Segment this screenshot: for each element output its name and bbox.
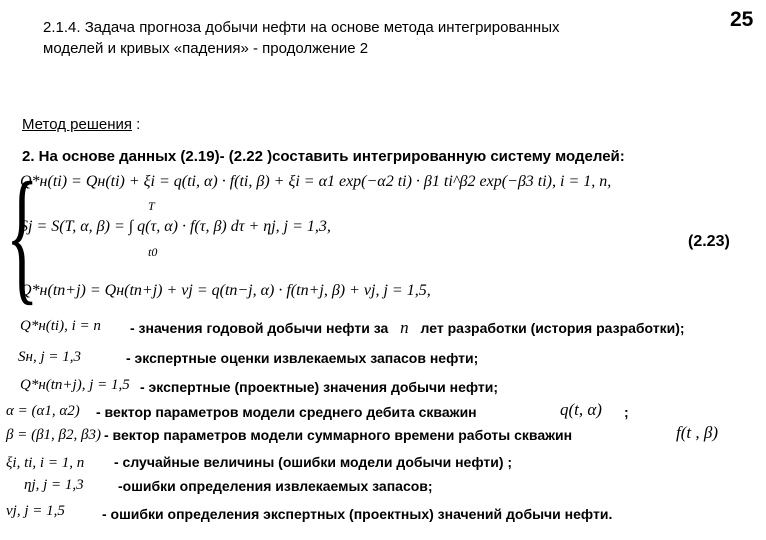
- equation-2-text: Sj = S(T, α, β) = ∫ q(τ, α) · f(τ, β) dτ + ηj, j = 1,3,: [20, 218, 331, 235]
- step-text: 2. На основе данных (2.19)- (2.22 )составить интегрированную систему моделей:: [22, 148, 625, 165]
- legend-8-symbol: νj, j = 1,5: [6, 503, 65, 519]
- system-brace: {: [6, 152, 39, 318]
- legend-1-symbol: Q*н(ti), i = n: [20, 318, 101, 334]
- legend-3-text: - экспертные (проектные) значения добычи нефти;: [140, 379, 499, 395]
- title-line-2-rest: - продолжение 2: [248, 40, 369, 57]
- legend-7-symbol: ηj, j = 1,3: [24, 477, 84, 493]
- equation-1-text: Q*н(ti) = Qн(ti) + ξi = q(ti, α) · f(ti, β) + ξi = α1 exp(−α2 ti) · β1 ti^β2 exp(−β3 ti), i = 1, n,: [20, 173, 612, 190]
- equation-3: [20, 282, 431, 300]
- integral-upper-limit: T: [148, 199, 155, 213]
- legend-6-text: - случайные величины (ошибки модели добычи нефти) ;: [114, 454, 513, 470]
- legend-2-text: - экспертные оценки извлекаемых запасов нефти;: [126, 350, 479, 366]
- equation-number: (2.23): [688, 233, 730, 250]
- legend-8-text: - ошибки определения экспертных (проектных) значений добычи нефти.: [102, 506, 613, 522]
- legend-1-n: n: [400, 318, 409, 337]
- legend-5-function: f(t , β): [676, 423, 718, 442]
- legend-4-function: q(t, α): [560, 400, 602, 419]
- legend-1-text-a: - значения годовой добычи нефти за: [130, 320, 389, 336]
- legend-5-text: - вектор параметров модели суммарного времени работы скважин: [104, 427, 573, 443]
- legend-3-symbol: Q*н(tn+j), j = 1,5: [20, 377, 130, 393]
- legend-5-symbol: β = (β1, β2, β3): [6, 427, 101, 443]
- equation-3-text: Q*н(tn+j) = Qн(tn+j) + νj = q(tn−j, α) · f(tn+j, β) + νj, j = 1,5,: [20, 282, 431, 299]
- legend-4-symbol: α = (α1, α2): [6, 403, 80, 419]
- equation-2: [20, 218, 331, 236]
- page-title: [43, 17, 559, 59]
- method-label-colon: :: [132, 116, 141, 133]
- page-number: 25: [730, 8, 754, 31]
- legend-6-symbol: ξi, ti, i = 1, n: [6, 455, 85, 471]
- legend-4-text: - вектор параметров модели среднего дебита скважин: [96, 404, 477, 420]
- legend-4-end: ;: [624, 404, 629, 420]
- equation-1: [20, 173, 611, 191]
- title-line-2-main: моделей и кривых «падения»: [43, 40, 249, 57]
- legend-1-text: [130, 318, 685, 338]
- integral-lower-limit: t0: [148, 245, 158, 259]
- title-line-2: [43, 38, 559, 59]
- title-line-1: 2.1.4. Задача прогноза добычи нефти на основе метода интегрированных: [43, 19, 560, 36]
- method-label-text: Метод решения: [22, 116, 132, 133]
- legend-7-text: -ошибки определения извлекаемых запасов;: [118, 478, 433, 494]
- legend-1-text-b: лет разработки (история разработки);: [420, 320, 685, 336]
- method-label: [22, 116, 140, 133]
- legend-2-symbol: Sн, j = 1,3: [18, 349, 81, 365]
